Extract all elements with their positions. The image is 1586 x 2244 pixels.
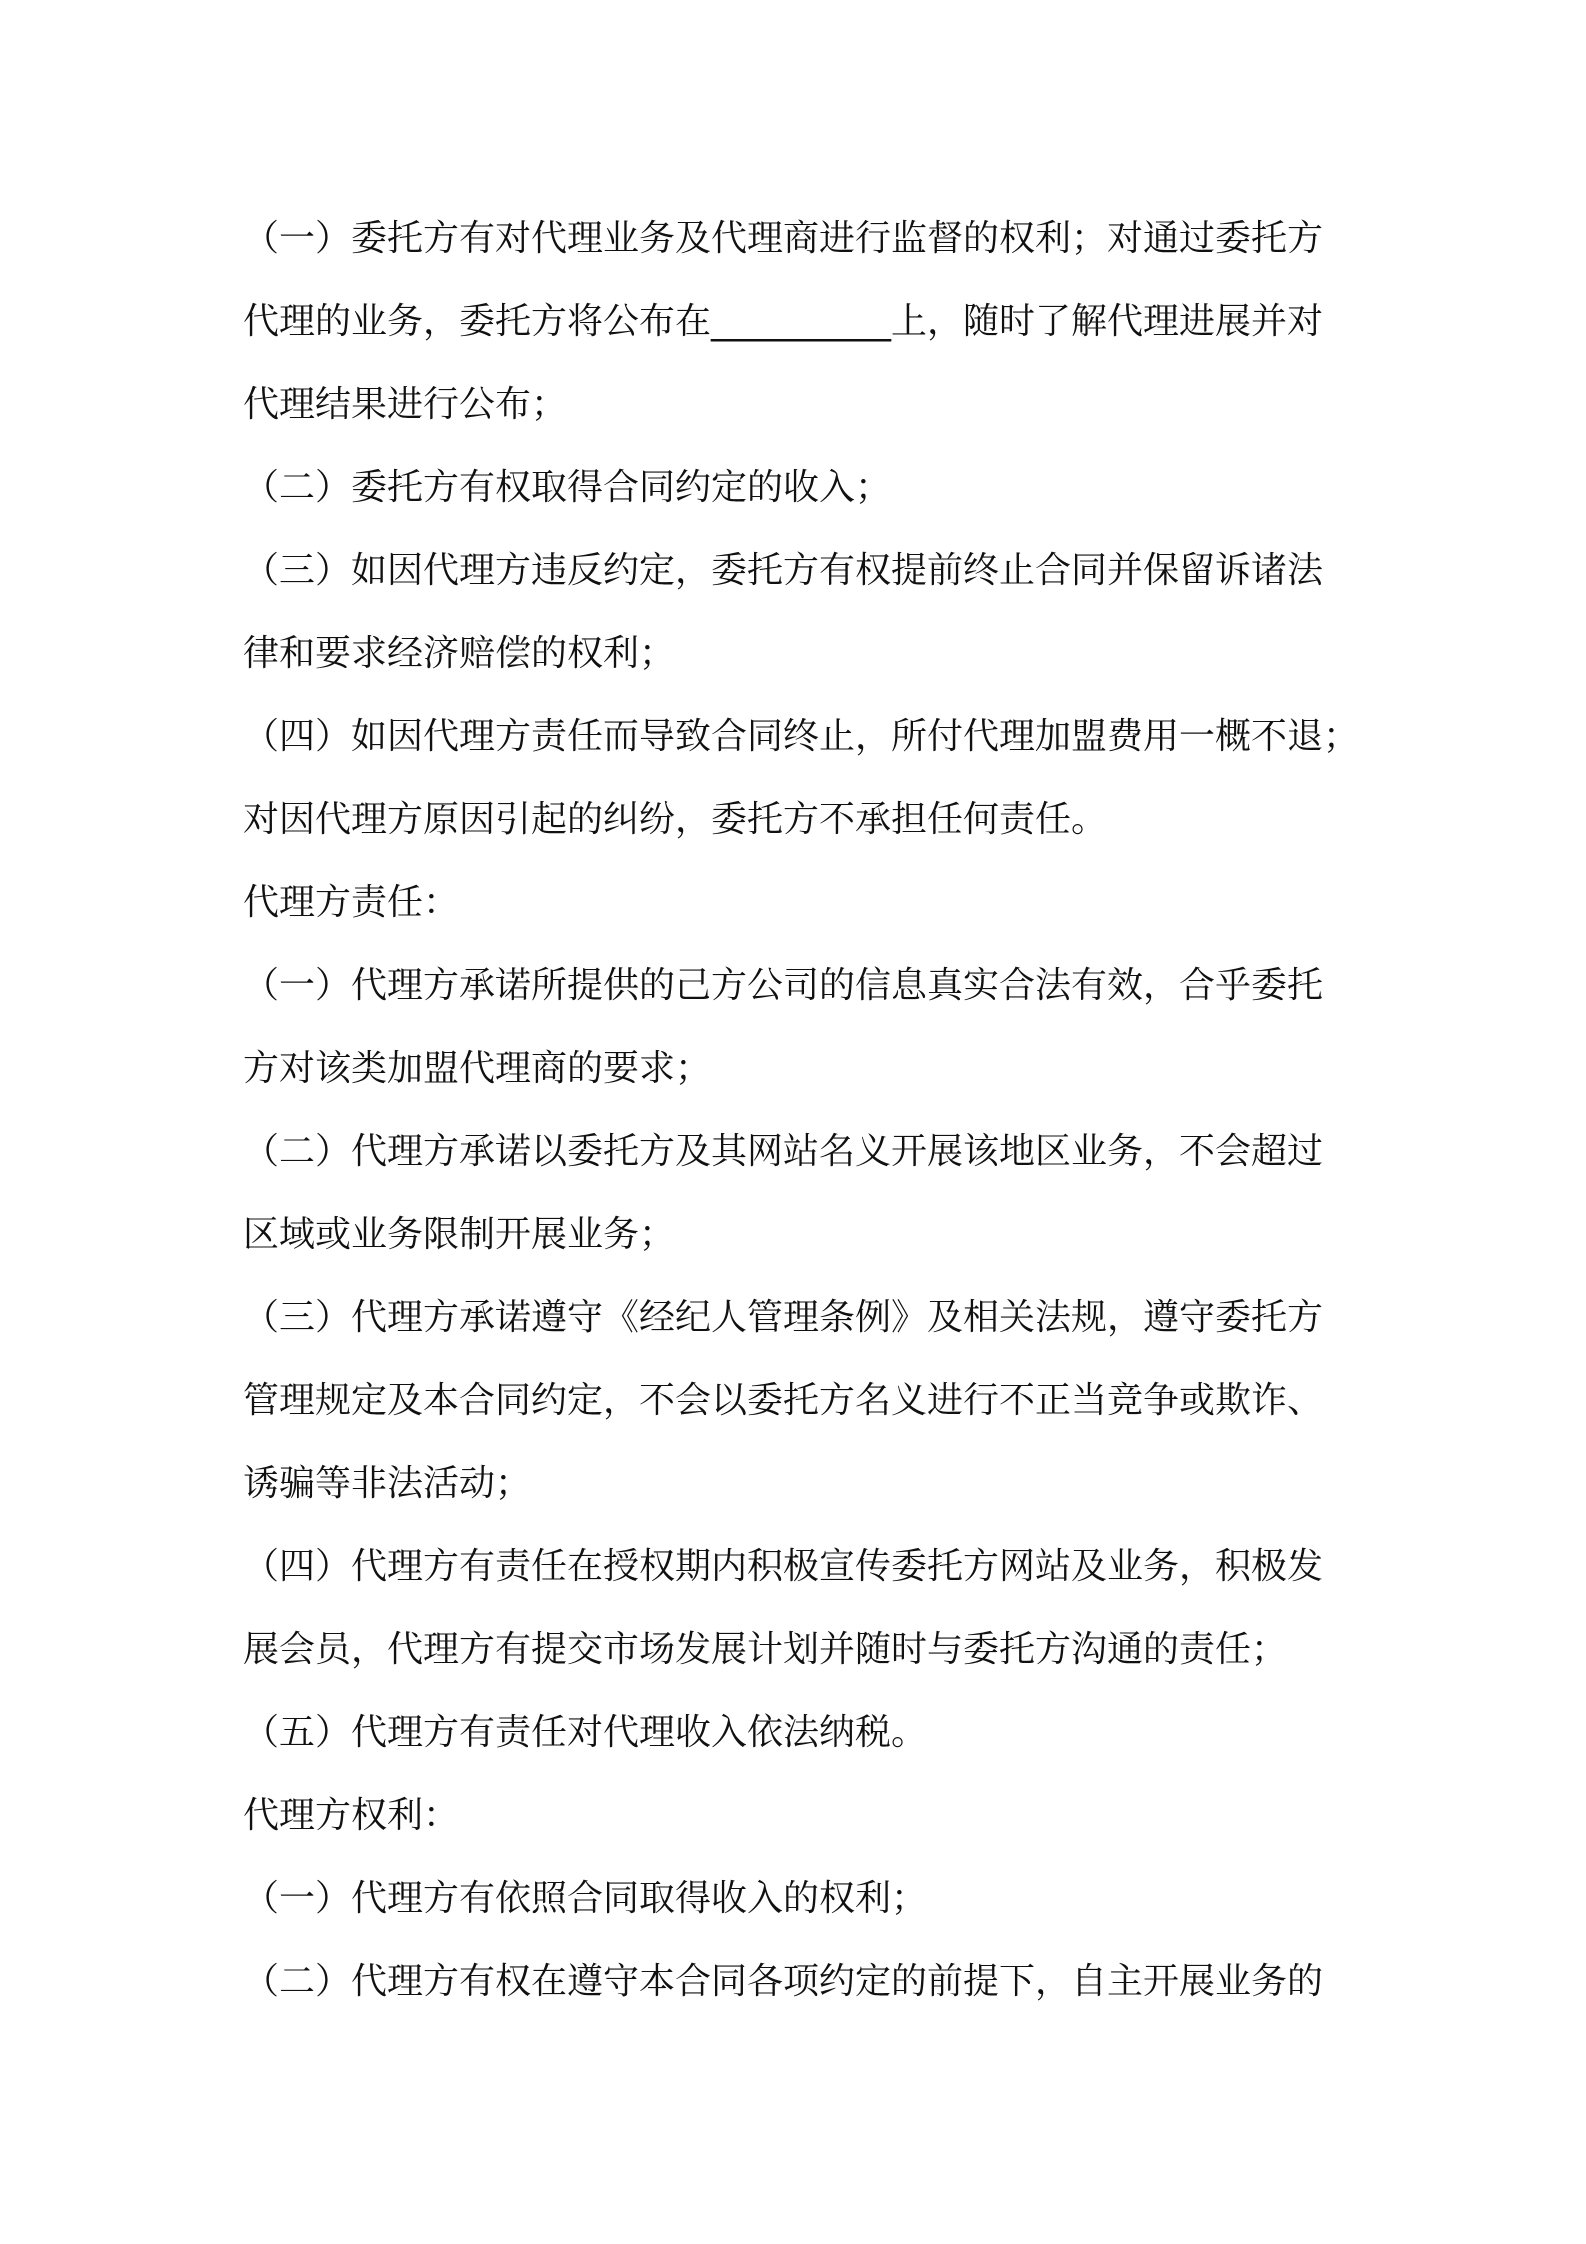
document-body xyxy=(243,197,1363,2023)
text-line: （二）代理方有权在遵守本合同各项约定的前提下，自主开展业务的 xyxy=(243,1961,1324,2002)
text-line: （四）代理方有责任在授权期内积极宣传委托方网站及业务，积极发 xyxy=(243,1546,1324,1587)
text-line: 律和要求经济赔偿的权利； xyxy=(243,633,676,674)
text-line: 区域或业务限制开展业务； xyxy=(243,1214,676,1255)
text-line: （五）代理方有责任对代理收入依法纳税。 xyxy=(243,1712,928,1753)
text-line: （二）代理方承诺以委托方及其网站名义开展该地区业务，不会超过 xyxy=(243,1131,1324,1172)
text-line: （二）委托方有权取得合同约定的收入； xyxy=(243,467,892,508)
text-line: 展会员，代理方有提交市场发展计划并随时与委托方沟通的责任； xyxy=(243,1629,1288,1670)
text-line: 对因代理方原因引起的纠纷，委托方不承担任何责任。 xyxy=(243,799,1108,840)
text-line: 代理的业务，委托方将公布在__________上，随时了解代理进展并对 xyxy=(243,301,1324,342)
text-line: 方对该类加盟代理商的要求； xyxy=(243,1048,712,1089)
section-heading: 代理方责任： xyxy=(243,882,460,923)
text-line: （三）代理方承诺遵守《经纪人管理条例》及相关法规，遵守委托方 xyxy=(243,1297,1324,1338)
text-line: （三）如因代理方违反约定，委托方有权提前终止合同并保留诉诸法 xyxy=(243,550,1324,591)
text-line: （一）委托方有对代理业务及代理商进行监督的权利；对通过委托方 xyxy=(243,218,1324,259)
text-line: （一）代理方有依照合同取得收入的权利； xyxy=(243,1878,928,1919)
text-line: （一）代理方承诺所提供的己方公司的信息真实合法有效，合乎委托 xyxy=(243,965,1324,1006)
text-line: 诱骗等非法活动； xyxy=(243,1463,532,1504)
text-line: 代理结果进行公布； xyxy=(243,384,568,425)
text-line: 管理规定及本合同约定，不会以委托方名义进行不正当竞争或欺诈、 xyxy=(243,1380,1324,1421)
section-heading: 代理方权利： xyxy=(243,1795,460,1836)
text-line: （四）如因代理方责任而导致合同终止，所付代理加盟费用一概不退； xyxy=(243,716,1360,757)
